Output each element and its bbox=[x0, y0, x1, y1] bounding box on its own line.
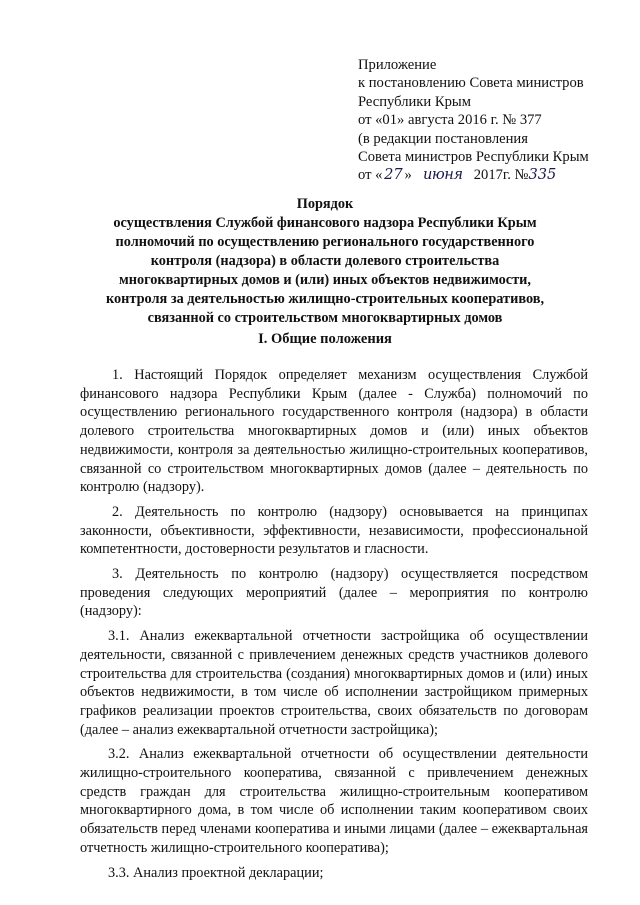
paragraph-3-1: 3.1. Анализ ежеквартальной отчетности застройщика об осуществлении деятельности, связанной с привлечением денежных средств участников долевого строительства для строительства (создания) многоквартирных домов и (или) иных объектов недвижимости, в том числе об исполнении застройщиком примерных графиков реализации проектов строительства, своих обязательств по договорам (далее – анализ ежеквартальной отчетности застройщика); bbox=[80, 628, 588, 738]
title-line: связанной со строительством многоквартирных домов bbox=[147, 310, 503, 326]
section-heading: I. Общие положения bbox=[258, 331, 392, 347]
paragraph-1: 1. Настоящий Порядок определяет механизм осуществления Службой финансового надзора Республики Крым (далее - Служба) полномочий по осуществлению регионального государственного контроля (надзора) в области долевого строительства многоквартирных домов и (или) иных объектов недвижимости, контроля за деятельностью жилищно-строительных кооперативов, связанной со строительством многоквартирных домов (далее – деятельность по контролю (надзору). bbox=[80, 367, 588, 496]
title-line: осуществления Службой финансового надзора Республики Крым bbox=[113, 215, 537, 231]
date-quote: » bbox=[404, 167, 412, 184]
header-line: (в редакции постановления bbox=[358, 130, 528, 147]
title-line: контроля за деятельностью жилищно-строительных кооперативов, bbox=[105, 291, 545, 307]
document-body bbox=[80, 366, 588, 888]
handwritten-day: 27 bbox=[384, 166, 403, 184]
paragraph-3-2: 3.2. Анализ ежеквартальной отчетности об осуществлении деятельности жилищно-строительного кооператива, связанной с привлечением денежных средств граждан для строительства жилищно-строительным кооперативом многоквартирного дома, в том числе об исполнении таким кооперативом своих обязательств перед членами кооператива и иными лицами (далее – ежеквартальная отчетность жилищно-строительного кооператива); bbox=[80, 746, 588, 856]
header-line: Приложение bbox=[358, 57, 437, 73]
handwritten-month: июня bbox=[422, 166, 463, 184]
paragraph-3: 3. Деятельность по контролю (надзору) осуществляется посредством проведения следующих мероприятий (далее – мероприятия по контролю (надзору): bbox=[80, 566, 588, 620]
handwritten-number: 335 bbox=[528, 166, 557, 184]
paragraph-2: 2. Деятельность по контролю (надзору) основывается на принципах законности, объективности, эффективности, независимости, профессиональной компетентности, достоверности результатов и гласности. bbox=[80, 503, 588, 558]
title-line: контроля (надзора) в области долевого строительства bbox=[150, 253, 500, 269]
header-line: Республики Крым bbox=[358, 93, 471, 110]
title-line: многоквартирных домов и (или) иных объектов недвижимости, bbox=[119, 272, 531, 288]
date-year: 2017г. № bbox=[473, 167, 529, 184]
header-line: от «01» августа 2016 г. № 377 bbox=[358, 112, 542, 129]
header-line: к постановлению Совета министров bbox=[358, 75, 584, 92]
title-line: полномочий по осуществлению регионального государственного bbox=[115, 234, 535, 250]
appendix-header bbox=[358, 56, 628, 185]
date-prefix: от « bbox=[358, 167, 383, 184]
header-date-line bbox=[358, 166, 628, 184]
header-line: Совета министров Республики Крым bbox=[358, 149, 589, 166]
paragraph-3-3: 3.3. Анализ проектной декларации; bbox=[108, 864, 324, 881]
title-line: Порядок bbox=[296, 196, 354, 212]
document-title bbox=[90, 195, 560, 328]
